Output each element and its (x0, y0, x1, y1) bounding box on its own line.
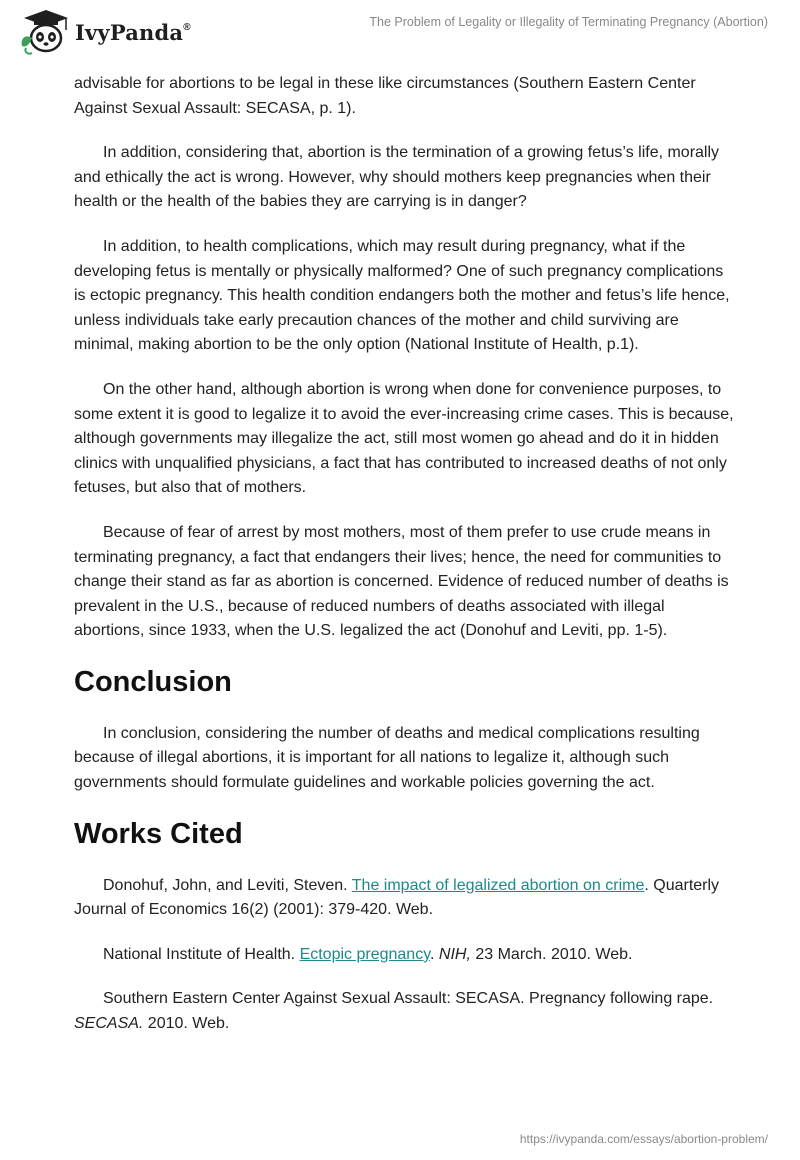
citation-link[interactable]: Ectopic pregnancy (299, 945, 431, 963)
paragraph: Because of fear of arrest by most mothers, most of them prefer to use crude means in terminating pregnancy, a fact that endangers their lives; hence, the need for communities to change their stand as far as abortion is concerned. Evidence of reduced number of deaths is prevalent in the U.S., because of reduced numbers of deaths associated with illegal abortions, since 1933, when the U.S. legalized the act (Donohuf and Leviti, pp. 1-5). (74, 523, 729, 640)
page-header (0, 0, 800, 64)
conclusion-paragraph: In conclusion, considering the number of deaths and medical complications resulting because of illegal abortions, it is important for all nations to legalize it, although such governments should formulate guidelines and workable policies governing the act. (74, 724, 700, 792)
citation-entry: National Institute of Health. Ectopic pregnancy. NIH, 23 March. 2010. Web. (103, 945, 633, 963)
panda-graduate-icon (16, 8, 72, 56)
conclusion-heading: Conclusion (74, 665, 232, 698)
citation-entry: Southern Eastern Center Against Sexual Assault: SECASA. Pregnancy following rape. SECASA. 2010. Web. (74, 990, 714, 1033)
citation-entry: Donohuf, John, and Leviti, Steven. The impact of legalized abortion on crime. Quarterly Journal of Economics 16(2) (2001): 379-420. Web. (74, 876, 720, 919)
paragraph: In addition, considering that, abortion is the termination of a growing fetus’s life, morally and ethically the act is wrong. However, why should mothers keep pregnancies when their health or the health of the babies they are carrying is in danger? (74, 144, 720, 211)
paragraph: On the other hand, although abortion is wrong when done for convenience purposes, to some extent it is good to legalize it to avoid the ever-increasing crime cases. This is because, although governments may illegalize the act, still most women go ahead and do it in hidden clinics with unqualified physicians, a fact that has contributed to increased deaths of not only fetuses, but also that of mothers. (74, 380, 734, 497)
source-url[interactable]: https://ivypanda.com/essays/abortion-problem/ (519, 1132, 768, 1146)
ivypanda-logo[interactable] (16, 8, 191, 56)
paragraph-continuation: advisable for abortions to be legal in these like circumstances (Southern Eastern Center Against Sexual Assault: SECASA, p. 1). (74, 75, 696, 117)
logo-wordmark: IvyPanda® (75, 19, 191, 45)
paragraph: In addition, to health complications, which may result during pregnancy, what if the developing fetus is mentally or physically malformed? One of such pregnancy complications is ectopic pregnancy. This health condition endangers both the mother and fetus’s life hence, unless individuals take early precaution chances of the mother and child surviving are minimal, making abortion to be the only option (National Institute of Health, p.1). (74, 237, 730, 354)
works-cited-heading: Works Cited (74, 817, 243, 850)
essay-content (74, 72, 734, 1057)
document-title: The Problem of Legality or Illegality of Terminating Pregnancy (Abortion) (369, 15, 768, 29)
citation-link[interactable]: The impact of legalized abortion on crime (351, 876, 645, 894)
